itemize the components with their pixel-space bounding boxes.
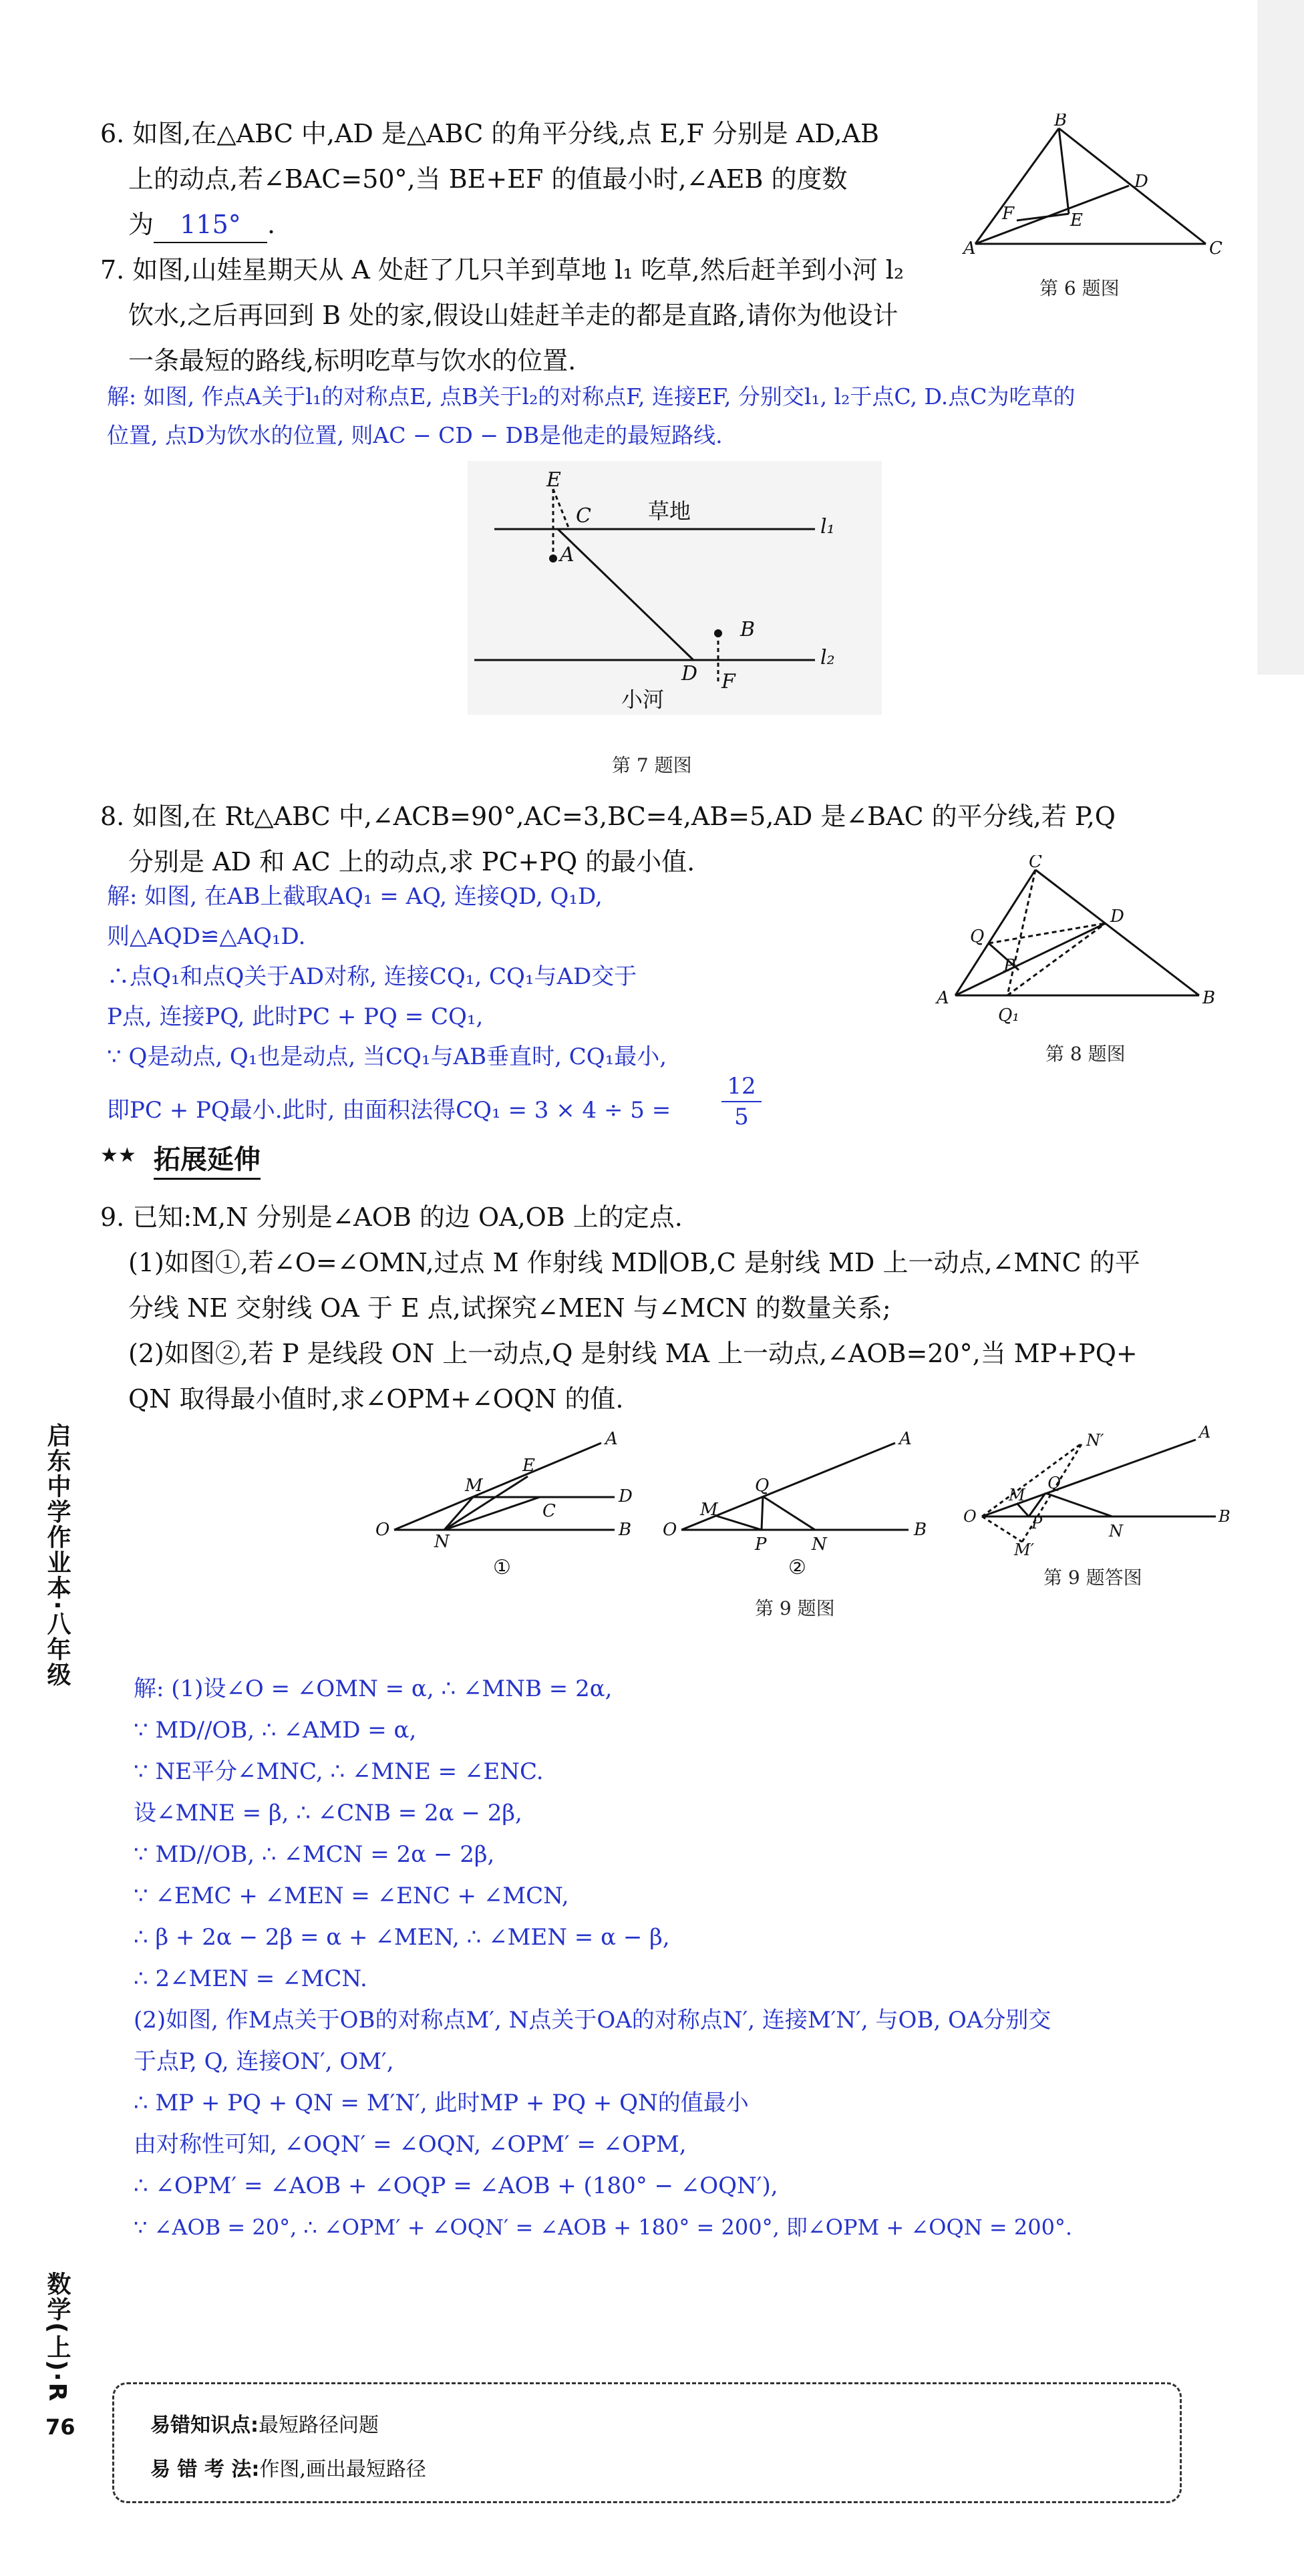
svg-text:Q: Q (970, 927, 985, 947)
q6-answer: 115° (154, 207, 267, 243)
svg-text:M: M (465, 1476, 483, 1496)
svg-text:B: B (1218, 1507, 1231, 1526)
fig-q7 (468, 461, 882, 715)
svg-text:N′: N′ (1086, 1431, 1104, 1450)
fig-q9-2-label: ② (788, 1556, 806, 1579)
q9-solution-line: ∵ NE平分∠MNC, ∴ ∠MNE = ∠ENC. (134, 1758, 544, 1785)
note-row-1 (150, 2408, 379, 2438)
q9-solution-line: ∴ ∠OPM′ = ∠AOB + ∠OQP = ∠AOB + (180° − ∠OQN′), (134, 2172, 778, 2199)
svg-text:M: M (700, 1500, 718, 1520)
q8-solution-4: P点, 连接PQ, 此时PC + PQ = CQ₁, (107, 1003, 484, 1030)
svg-text:B: B (619, 1520, 632, 1540)
svg-text:C: C (542, 1501, 556, 1521)
q6-suffix: . (267, 210, 276, 239)
q8-caption: 第 8 题图 (1045, 1043, 1126, 1065)
q7-line2: 饮水,之后再回到 B 处的家,假设山娃赶羊走的都是直路,请你为他设计 (128, 301, 899, 330)
svg-text:A: A (560, 543, 575, 567)
svg-text:P: P (1003, 956, 1015, 976)
svg-text:l₂: l₂ (820, 646, 835, 669)
q9-solution-line: ∴ MP + PQ + QN = M′N′, 此时MP + PQ + QN的值最小 (134, 2090, 749, 2116)
q8-line1: 8. 如图,在 Rt△ABC 中,∠ACB=90°,AC=3,BC=4,AB=5,AD 是∠BAC 的平分线,若 P,Q (100, 802, 1116, 831)
svg-text:A: A (963, 238, 976, 259)
q9-solution-line: ∵ MD//OB, ∴ ∠MCN = 2α − 2β, (134, 1841, 495, 1868)
svg-text:l₁: l₁ (820, 515, 835, 538)
q6-prefix: 为 (128, 210, 154, 239)
note-value-1: 最短路径问题 (259, 2414, 379, 2437)
q8-frac-num: 12 (721, 1072, 762, 1102)
note-label-1: 易错知识点: (150, 2414, 259, 2437)
svg-text:Q: Q (1047, 1474, 1061, 1492)
fig-q8 (929, 855, 1229, 1029)
svg-text:A: A (899, 1430, 912, 1449)
fig-q9-1-label: ① (493, 1556, 511, 1579)
svg-text:D: D (619, 1486, 633, 1506)
svg-text:E: E (546, 468, 561, 492)
q8-solution-5: ∵ Q是动点, Q₁也是动点, 当CQ₁与AB垂直时, CQ₁最小, (107, 1043, 667, 1070)
note-row-2 (150, 2452, 426, 2482)
svg-text:D: D (681, 662, 698, 685)
q6-line3 (128, 203, 275, 246)
svg-text:O: O (663, 1520, 677, 1540)
q9-solution-line: 解: (1)设∠O = ∠OMN = α, ∴ ∠MNB = 2α, (134, 1675, 613, 1702)
svg-text:M: M (1009, 1486, 1025, 1504)
q7-solution-1: 解: 如图, 作点A关于l₁的对称点E, 点B关于l₂的对称点F, 连接EF, 分别交l₁, l₂于点C, D.点C为吃草的 (107, 383, 1076, 410)
svg-text:C: C (576, 504, 591, 528)
q9-solution-line: ∵ ∠EMC + ∠MEN = ∠ENC + ∠MCN, (134, 1883, 569, 1909)
section-title: 拓展延伸 (154, 1138, 261, 1180)
q7-line3: 一条最短的路线,标明吃草与饮水的位置. (128, 346, 577, 375)
q9-solution-line: (2)如图, 作M点关于OB的对称点M′, N点关于OA的对称点N′, 连接M′N′, 与OB, OA分别交 (134, 2007, 1051, 2034)
fig-q7-grass: 草地 (648, 498, 691, 524)
fig-q6 (962, 114, 1229, 267)
q9-solution-line: ∵ MD//OB, ∴ ∠AMD = α, (134, 1717, 417, 1744)
svg-text:B: B (1202, 988, 1216, 1008)
q6-caption: 第 6 题图 (1039, 277, 1120, 299)
sidebar-book-title: 启东中学作业本·八年级 (43, 1423, 71, 1687)
svg-text:C: C (1209, 238, 1222, 259)
q8-line2: 分别是 AD 和 AC 上的动点,求 PC+PQ 的最小值. (128, 847, 695, 876)
svg-text:Q: Q (755, 1476, 770, 1496)
svg-text:M′: M′ (1014, 1541, 1035, 1557)
q9-line3: 分线 NE 交射线 OA 于 E 点,试探究∠MEN 与∠MCN 的数量关系; (128, 1293, 891, 1323)
q8-solution-6: 即PC + PQ最小.此时, 由面积法得CQ₁ = 3 × 4 ÷ 5 = (107, 1097, 671, 1124)
q7-caption: 第 7 题图 (612, 754, 692, 776)
q8-solution-1: 解: 如图, 在AB上截取AQ₁ = AQ, 连接QD, Q₁D, (107, 883, 603, 910)
note-label-2: 易 错 考 法: (150, 2458, 260, 2481)
fig-q7-river: 小河 (621, 687, 665, 712)
q9-line5: QN 取得最小值时,求∠OPM+∠OQN 的值. (128, 1384, 624, 1414)
fig-q9-2 (661, 1430, 942, 1590)
svg-text:N: N (812, 1535, 827, 1555)
q9-solution-line: 由对称性可知, ∠OQN′ = ∠OQN, ∠OPM′ = ∠OPM, (134, 2131, 687, 2158)
q9-solution-line: ∴ β + 2α − 2β = α + ∠MEN, ∴ ∠MEN = α − β, (134, 1924, 670, 1951)
svg-text:F: F (1002, 204, 1015, 224)
svg-text:Q₁: Q₁ (998, 1005, 1019, 1025)
q9-line1: 9. 已知:M,N 分别是∠AOB 的边 OA,OB 上的定点. (100, 1202, 683, 1232)
q7-line1: 7. 如图,山娃星期天从 A 处赶了几只羊到草地 l₁ 吃草,然后赶羊到小河 l₂ (100, 255, 905, 285)
q8-fraction (721, 1072, 762, 1132)
q9-solution-line: ∴ 2∠MEN = ∠MCN. (134, 1965, 367, 1992)
q8-frac-den: 5 (734, 1104, 749, 1130)
svg-text:A: A (1199, 1423, 1211, 1442)
svg-text:A: A (937, 988, 949, 1008)
svg-text:D: D (1134, 172, 1148, 192)
svg-text:P: P (755, 1535, 767, 1555)
svg-text:F: F (721, 670, 736, 693)
section-stars-icon: ★★ (100, 1144, 136, 1167)
q9-solution-line: ∵ ∠AOB = 20°, ∴ ∠OPM′ + ∠OQN′ = ∠AOB + 180° = 200°, 即∠OPM + ∠OQN = 200°. (134, 2215, 1073, 2240)
svg-text:E: E (1070, 210, 1083, 230)
svg-text:N: N (434, 1532, 450, 1552)
error-note-box (112, 2382, 1182, 2503)
sidebar-subject: 数学(上)·R (43, 2271, 71, 2403)
q9-line2: (1)如图①,若∠O=∠OMN,过点 M 作射线 MD∥OB,C 是射线 MD 上一动点,∠MNC 的平 (128, 1248, 1140, 1277)
q8-solution-2: 则△AQD≌△AQ₁D. (107, 923, 306, 950)
svg-text:E: E (522, 1456, 535, 1476)
q8-solution-3: ∴点Q₁和点Q关于AD对称, 连接CQ₁, CQ₁与AD交于 (107, 963, 637, 990)
q6-line1: 6. 如图,在△ABC 中,AD 是△ABC 的角平分线,点 E,F 分别是 AD,AB (100, 119, 879, 148)
svg-text:C: C (1029, 855, 1042, 872)
page-number: 76 (45, 2414, 75, 2440)
note-value-2: 作图,画出最短路径 (259, 2458, 426, 2481)
margin-band (1257, 0, 1304, 675)
fig-q9-answer (962, 1416, 1243, 1557)
q9-solution-line: 于点P, Q, 连接ON′, OM′, (134, 2048, 394, 2075)
svg-text:O: O (375, 1520, 390, 1540)
q6-line2: 上的动点,若∠BAC=50°,当 BE+EF 的值最小时,∠AEB 的度数 (128, 164, 848, 194)
q9-line4: (2)如图②,若 P 是线段 ON 上一动点,Q 是射线 MA 上一动点,∠AOB=20°,当 MP+PQ+ (128, 1339, 1138, 1368)
svg-text:B: B (914, 1520, 927, 1540)
svg-text:N: N (1109, 1522, 1123, 1541)
svg-text:P: P (1031, 1514, 1043, 1533)
fig-q9-1 (374, 1430, 641, 1590)
svg-text:O: O (963, 1507, 977, 1526)
svg-text:D: D (1110, 907, 1124, 927)
q9-solution-line: 设∠MNE = β, ∴ ∠CNB = 2α − 2β, (134, 1800, 522, 1826)
q7-solution-2: 位置, 点D为饮水的位置, 则AC − CD − DB是他走的最短路线. (107, 422, 723, 448)
svg-text:B: B (1054, 114, 1068, 130)
q9-answer-caption: 第 9 题答图 (1043, 1567, 1142, 1589)
q9-caption: 第 9 题图 (755, 1597, 835, 1619)
svg-text:B: B (740, 618, 756, 641)
svg-text:A: A (605, 1430, 618, 1449)
